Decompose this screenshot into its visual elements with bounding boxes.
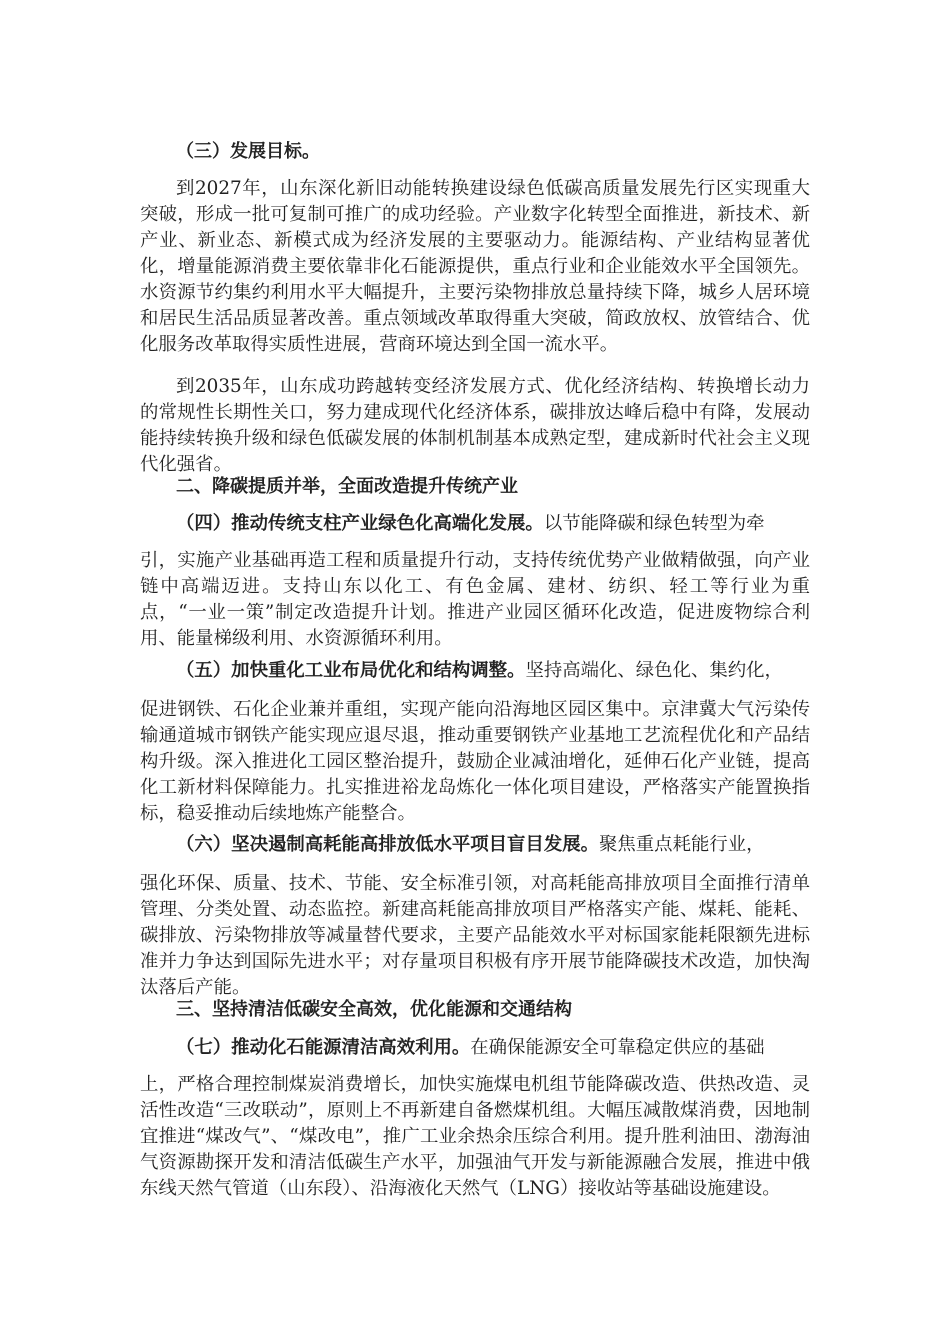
item-6-first-text: 聚焦重点耗能行业， [599, 834, 765, 855]
paragraph-2027-goals: 到2027年，山东深化新旧动能转换建设绿色低碳高质量发展先行区实现重大突破，形成一批可复制可推广的成功经验。产业数字化转型全面推进，新技术、新产业、新业态、新模式成为经济发展的主要驱动力。能源结构、产业结构显著优化，增量能源消费主要依靠非化石能源提供，重点行业和企业能效水平全国领先。水资源节约集约利用水平大幅提升，主要污染物排放总量持续下降，城乡人居环境和居民生活品质显著改善。重点领域改革取得重大突破，简政放权、放管结合、优化服务改革取得实质性进展，营商环境达到全国一流水平。 [140, 178, 810, 355]
item-4-first-text: 以节能降碳和绿色转型为牵 [543, 513, 765, 534]
item-5-first-line [140, 658, 810, 684]
section-heading-3: 三、坚持清洁低碳安全高效，优化能源和交通结构 [176, 999, 572, 1020]
item-5-heading: （五）加快重化工业布局优化和结构调整。 [176, 660, 526, 681]
item-5-body: 促进钢铁、石化企业兼并重组，实现产能向沿海地区园区集中。京津冀大气污染传输通道城市钢铁产能实现应退尽退，推动重要钢铁产业基地工艺流程优化和产品结构升级。深入推进化工园区整治提升，鼓励企业减油增化，延伸石化产业链，提高化工新材料保障能力。扎实推进裕龙岛炼化一体化项目建设，严格落实产能置换指标，稳妥推动后续地炼产能整合。 [140, 699, 810, 824]
paragraph-2035-goals: 到2035年，山东成功跨越转变经济发展方式、优化经济结构、转换增长动力的常规性长期性关口，努力建成现代化经济体系，碳排放达峰后稳中有降，发展动能持续转换升级和绿色低碳发展的体制机制基本成熟定型，建成新时代社会主义现代化强省。 [140, 376, 810, 475]
heading-development-goals: （三）发展目标。 [176, 141, 320, 162]
item-6-body: 强化环保、质量、技术、节能、安全标准引领，对高耗能高排放项目全面推行清单管理、分类处置、动态监控。新建高耗能高排放项目严格落实产能、煤耗、能耗、碳排放、污染物排放等减量替代要求，主要产品能效水平对标国家能耗限额先进标准并力争达到国际先进水平；对存量项目积极有序开展节能降碳技术改造，加快淘汰落后产能。 [140, 873, 810, 998]
item-4-body: 引，实施产业基础再造工程和质量提升行动，支持传统优势产业做精做强，向产业链中高端迈进。支持山东以化工、有色金属、建材、纺织、轻工等行业为重点，“一业一策”制定改造提升计划。推进产业园区循环化改造，促进废物综合利用、能量梯级利用、水资源循环利用。 [140, 550, 810, 649]
item-4-heading: （四）推动传统支柱产业绿色化高端化发展。 [176, 513, 544, 534]
item-6-heading: （六）坚决遏制高耗能高排放低水平项目盲目发展。 [176, 834, 599, 855]
item-7-heading: （七）推动化石能源清洁高效利用。 [176, 1037, 471, 1058]
item-7-first-line [140, 1035, 810, 1061]
section-heading-2: 二、降碳提质并举，全面改造提升传统产业 [176, 476, 518, 497]
item-7-first-text: 在确保能源安全可靠稳定供应的基础 [470, 1037, 765, 1058]
item-4-first-line [140, 511, 810, 537]
item-6-first-line [140, 832, 810, 858]
item-7-body: 上，严格合理控制煤炭消费增长，加快实施煤电机组节能降碳改造、供热改造、灵活性改造“三改联动”，原则上不再新建自备燃煤机组。大幅压减散煤消费，因地制宜推进“煤改气”、“煤改电”，推广工业余热余压综合利用。提升胜利油田、渤海油气资源勘探开发和清洁低碳生产水平，加强油气开发与新能源融合发展，推进中俄东线天然气管道（山东段）、沿海液化天然气（LNG）接收站等基础设施建设。 [140, 1074, 810, 1199]
item-5-first-text: 坚持高端化、绿色化、集约化， [525, 660, 783, 681]
